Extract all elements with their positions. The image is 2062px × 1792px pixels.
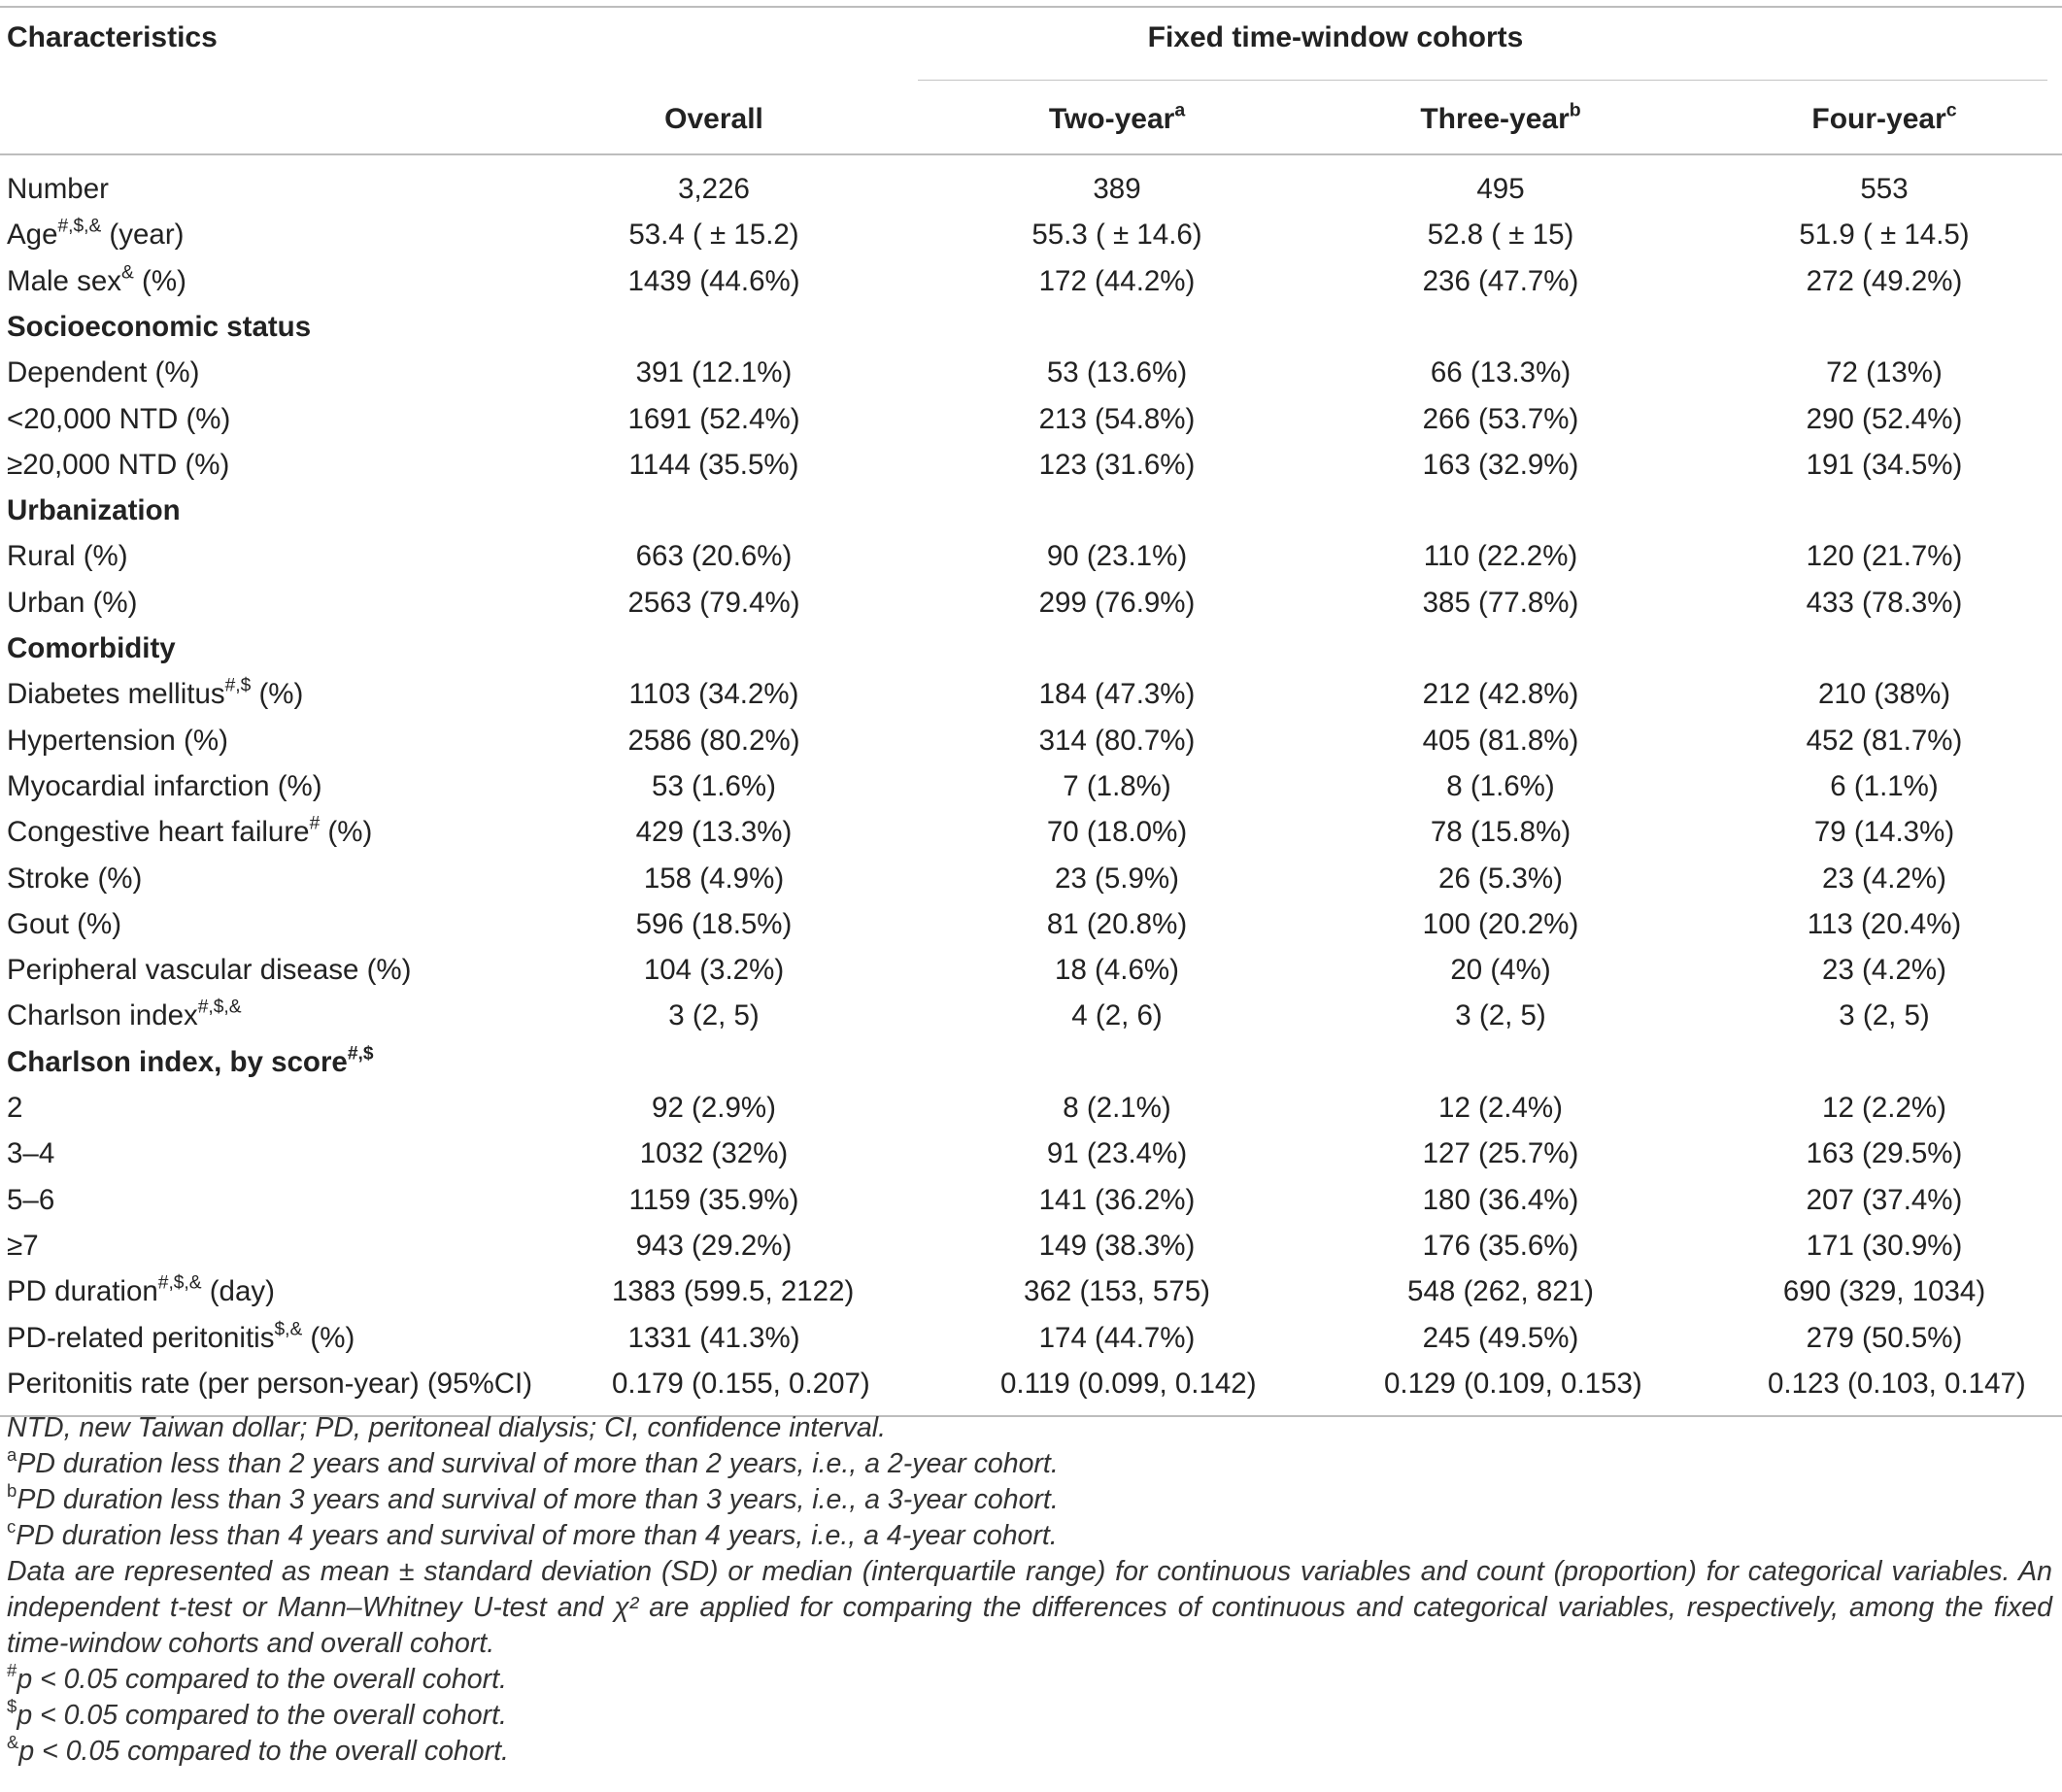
cell-value: 690 (329, 1034): [1782, 1275, 1986, 1308]
cell-value: 1032 (32%): [639, 1137, 789, 1170]
row-label-sup: #,$,&: [197, 997, 242, 1018]
group-underline: [918, 80, 2047, 81]
row-label-text: Congestive heart failure: [7, 816, 310, 849]
table-row: [0, 947, 2062, 993]
row-label: [7, 901, 121, 947]
header-three-year-label: Three-year: [1420, 103, 1570, 135]
table-row: [0, 350, 2062, 395]
cell-value: 495: [1476, 173, 1525, 205]
cell-value: 3 (2, 5): [1839, 999, 1930, 1032]
cell-value: 180 (36.4%): [1422, 1183, 1579, 1216]
cell-value: 113 (20.4%): [1807, 907, 1962, 940]
cell-value: 163 (29.5%): [1806, 1137, 1963, 1170]
footnote: [7, 1443, 2052, 1482]
table-row: [0, 993, 2062, 1038]
row-label-text: Number: [7, 173, 109, 205]
cell-value: 0.129 (0.109, 0.153): [1384, 1367, 1642, 1400]
cell-value: 149 (38.3%): [1038, 1229, 1196, 1262]
row-label-sup: #: [309, 813, 321, 834]
table-row: [0, 809, 2062, 855]
cell-value: 120 (21.7%): [1806, 540, 1963, 573]
cell-value: 3 (2, 5): [1455, 999, 1546, 1032]
row-label-suffix: (%): [320, 816, 373, 849]
row-label-text: ≥20,000 NTD (%): [7, 448, 230, 481]
footnote: [7, 1410, 2052, 1446]
header-bottom-rule: [0, 153, 2062, 155]
cell-value: 548 (262, 821): [1407, 1275, 1594, 1308]
row-label-text: Stroke (%): [7, 862, 143, 895]
cell-value: 553: [1860, 173, 1909, 205]
cell-value: 0.119 (0.099, 0.142): [1000, 1367, 1257, 1400]
cell-value: 20 (4%): [1450, 954, 1551, 987]
row-label: [7, 212, 184, 257]
cell-value: 23 (5.9%): [1055, 862, 1179, 895]
cell-value: 191 (34.5%): [1806, 448, 1963, 481]
cell-value: 3,226: [678, 173, 750, 205]
cell-value: 53 (1.6%): [652, 769, 776, 802]
cell-value: 0.123 (0.103, 0.147): [1768, 1367, 2026, 1400]
row-label-text: Charlson index, by score: [7, 1045, 348, 1078]
row-label-suffix: (%): [302, 1321, 355, 1354]
row-label-sup: $,&: [274, 1319, 303, 1340]
header-two-year: [1000, 99, 1234, 136]
table-row: [0, 166, 2062, 212]
row-label-text: Comorbidity: [7, 632, 176, 664]
cell-value: 90 (23.1%): [1046, 540, 1188, 573]
table-row: [0, 442, 2062, 488]
cell-value: 1159 (35.9%): [628, 1183, 799, 1216]
row-label: [7, 1361, 532, 1406]
cell-value: 12 (2.2%): [1822, 1092, 1946, 1124]
footnote-marker: b: [7, 1479, 17, 1501]
cell-value: 1691 (52.4%): [627, 402, 800, 435]
row-label: [7, 350, 199, 395]
row-label-suffix: (day): [201, 1275, 275, 1308]
row-label-text: Charlson index: [7, 999, 198, 1032]
footnotes: [7, 1410, 2052, 1770]
row-label: [7, 1315, 355, 1361]
cell-value: 23 (4.2%): [1822, 954, 1946, 987]
header-group-title: [1147, 21, 1524, 54]
row-label-text: PD duration: [7, 1275, 158, 1308]
row-label-text: Diabetes mellitus: [7, 678, 225, 711]
cell-value: 72 (13%): [1826, 356, 1943, 389]
footnote: [7, 1695, 2052, 1734]
cell-value: 18 (4.6%): [1055, 954, 1179, 987]
cell-value: 123 (31.6%): [1038, 448, 1196, 481]
table-row: [0, 1177, 2062, 1223]
row-label-text: Socioeconomic status: [7, 310, 312, 343]
cell-value: 53.4 ( ± 15.2): [628, 219, 799, 252]
footnote-marker: #: [7, 1659, 17, 1680]
header-three-year: [1384, 99, 1617, 136]
footnote-marker: &: [7, 1731, 19, 1752]
table-row: [0, 718, 2062, 763]
cell-value: 51.9 ( ± 14.5): [1799, 219, 1970, 252]
table-group-row: [0, 626, 2062, 671]
table-row: [0, 1085, 2062, 1131]
row-label: [7, 1131, 54, 1176]
cell-value: 100 (20.2%): [1422, 907, 1579, 940]
cell-value: 213 (54.8%): [1038, 402, 1196, 435]
row-label: [7, 442, 229, 488]
header-two-year-label: Two-year: [1048, 103, 1175, 135]
row-label-text: Peritonitis rate (per person-year) (95%CI): [7, 1367, 533, 1400]
cell-value: 279 (50.5%): [1806, 1321, 1963, 1354]
cell-value: 158 (4.9%): [643, 862, 785, 895]
footnote-text: p < 0.05 compared to the overall cohort.: [17, 1700, 507, 1731]
cell-value: 141 (36.2%): [1038, 1183, 1196, 1216]
row-label-sup: #,$,&: [157, 1272, 202, 1294]
row-label: [7, 626, 176, 671]
row-label: [7, 763, 322, 809]
cell-value: 405 (81.8%): [1422, 724, 1579, 757]
cell-value: 176 (35.6%): [1422, 1229, 1579, 1262]
cell-value: 389: [1093, 173, 1141, 205]
table-row: [0, 1268, 2062, 1314]
cell-value: 110 (22.2%): [1423, 540, 1578, 573]
cell-value: 92 (2.9%): [652, 1092, 776, 1124]
header-three-year-sup: b: [1569, 99, 1581, 121]
footnote-text: PD duration less than 3 years and survival of more than 3 years, i.e., a 3-year cohort.: [17, 1484, 1059, 1515]
header-overall: Overall: [664, 103, 763, 135]
row-label: [7, 488, 181, 533]
row-label-suffix: (%): [251, 678, 304, 711]
table-row: [0, 1315, 2062, 1361]
table-row: [0, 1131, 2062, 1176]
cell-value: 23 (4.2%): [1822, 862, 1946, 895]
footnote-text: PD duration less than 2 years and survival of more than 2 years, i.e., a 2-year cohort.: [17, 1448, 1059, 1479]
cell-value: 1383 (599.5, 2122): [612, 1275, 855, 1308]
cell-value: 8 (1.6%): [1446, 769, 1555, 802]
row-label: [7, 1039, 373, 1085]
cell-value: 53 (13.6%): [1046, 356, 1188, 389]
table-row: [0, 1361, 2062, 1406]
row-label-text: ≥7: [7, 1229, 39, 1262]
table-row: [0, 258, 2062, 304]
header-group-title-text: Fixed time-window cohorts: [1147, 21, 1524, 53]
table-group-row: [0, 304, 2062, 350]
cell-value: 663 (20.6%): [635, 540, 793, 573]
table-row: [0, 671, 2062, 717]
row-label: [7, 533, 128, 579]
cell-value: 391 (12.1%): [635, 356, 793, 389]
cell-value: 78 (15.8%): [1430, 816, 1572, 849]
header-four-year-sup: c: [1945, 99, 1957, 121]
row-label-text: 2: [7, 1092, 23, 1124]
table-row: [0, 901, 2062, 947]
row-label-text: Hypertension (%): [7, 724, 228, 757]
row-label-text: Age: [7, 219, 58, 252]
footnote-text: p < 0.05 compared to the overall cohort.: [18, 1736, 509, 1767]
cell-value: 210 (38%): [1817, 678, 1951, 711]
table-row: [0, 396, 2062, 442]
row-label-sup: #,$: [347, 1043, 374, 1065]
cell-value: 8 (2.1%): [1063, 1092, 1171, 1124]
cell-value: 26 (5.3%): [1438, 862, 1563, 895]
row-label-sup: #,$: [224, 675, 252, 696]
cell-value: 272 (49.2%): [1806, 264, 1963, 297]
row-label-text: Urbanization: [7, 494, 181, 527]
row-label-text: Myocardial infarction (%): [7, 769, 322, 802]
cell-value: 79 (14.3%): [1813, 816, 1955, 849]
cell-value: 236 (47.7%): [1422, 264, 1579, 297]
footnote-marker: $: [7, 1695, 17, 1716]
cell-value: 163 (32.9%): [1422, 448, 1579, 481]
cell-value: 6 (1.1%): [1830, 769, 1939, 802]
footnote: [7, 1479, 2052, 1518]
cell-value: 55.3 ( ± 14.6): [1031, 219, 1202, 252]
row-label-text: Rural (%): [7, 540, 128, 573]
row-label-text: PD-related peritonitis: [7, 1321, 275, 1354]
footnote-marker: a: [7, 1443, 17, 1465]
cell-value: 174 (44.7%): [1038, 1321, 1196, 1354]
row-label-text: Gout (%): [7, 907, 122, 940]
cell-value: 0.179 (0.155, 0.207): [612, 1367, 870, 1400]
row-label: [7, 258, 186, 304]
cell-value: 429 (13.3%): [635, 816, 793, 849]
cell-value: 433 (78.3%): [1806, 586, 1963, 619]
table-top-rule: [0, 6, 2062, 8]
cell-value: 290 (52.4%): [1806, 402, 1963, 435]
cell-value: 7 (1.8%): [1063, 769, 1171, 802]
footnote: [7, 1659, 2052, 1698]
cell-value: 1439 (44.6%): [627, 264, 800, 297]
header-four-year-label: Four-year: [1811, 103, 1946, 135]
row-label-suffix: (%): [133, 264, 186, 297]
header-characteristics: Characteristics: [7, 21, 218, 53]
footnote-text: NTD, new Taiwan dollar; PD, peritoneal dialysis; CI, confidence interval.: [7, 1412, 887, 1443]
cell-value: 172 (44.2%): [1038, 264, 1196, 297]
table-group-row: [0, 488, 2062, 533]
cell-value: 212 (42.8%): [1422, 678, 1579, 711]
footnote-marker: c: [7, 1515, 17, 1537]
cell-value: 299 (76.9%): [1038, 586, 1196, 619]
cell-value: 596 (18.5%): [635, 907, 793, 940]
row-label-text: 3–4: [7, 1137, 55, 1170]
row-label: [7, 718, 228, 763]
cell-value: 1144 (35.5%): [628, 448, 799, 481]
row-label: [7, 396, 230, 442]
cell-value: 385 (77.8%): [1422, 586, 1579, 619]
row-label: [7, 166, 109, 212]
cell-value: 127 (25.7%): [1422, 1137, 1579, 1170]
cell-value: 171 (30.9%): [1806, 1229, 1963, 1262]
header-two-year-sup: a: [1174, 99, 1186, 121]
cell-value: 104 (3.2%): [643, 954, 785, 987]
cell-value: 4 (2, 6): [1071, 999, 1163, 1032]
cell-value: 184 (47.3%): [1038, 678, 1196, 711]
row-label: [7, 1223, 39, 1268]
cell-value: 943 (29.2%): [635, 1229, 793, 1262]
cell-value: 70 (18.0%): [1046, 816, 1188, 849]
row-label: [7, 671, 303, 717]
row-label-text: Urban (%): [7, 586, 138, 619]
row-label: [7, 993, 242, 1038]
cell-value: 91 (23.4%): [1046, 1137, 1188, 1170]
table-row: [0, 212, 2062, 257]
row-label-suffix: (year): [101, 219, 185, 252]
cell-value: 452 (81.7%): [1806, 724, 1963, 757]
cell-value: 81 (20.8%): [1046, 907, 1188, 940]
row-label: [7, 1177, 54, 1223]
footnote: [7, 1515, 2052, 1554]
table-group-row: [0, 1039, 2062, 1085]
cell-value: 362 (153, 575): [1024, 1275, 1210, 1308]
table-row: [0, 533, 2062, 579]
cell-value: 1103 (34.2%): [628, 678, 799, 711]
cell-value: 2586 (80.2%): [627, 724, 800, 757]
table-row: [0, 1223, 2062, 1268]
table-row: [0, 580, 2062, 626]
row-label-text: Male sex: [7, 264, 122, 297]
row-label-sup: &: [121, 262, 134, 284]
cell-value: 66 (13.3%): [1430, 356, 1572, 389]
cell-value: 207 (37.4%): [1806, 1183, 1963, 1216]
footnote: [7, 1731, 2052, 1770]
cell-value: 3 (2, 5): [668, 999, 760, 1032]
cell-value: 12 (2.4%): [1438, 1092, 1563, 1124]
row-label: [7, 304, 311, 350]
row-label: [7, 1268, 275, 1314]
footnote-text: PD duration less than 4 years and survival of more than 4 years, i.e., a 4-year cohort.: [16, 1520, 1058, 1551]
cell-value: 52.8 ( ± 15): [1427, 219, 1574, 252]
cell-value: 245 (49.5%): [1422, 1321, 1579, 1354]
cell-value: 1331 (41.3%): [627, 1321, 800, 1354]
table-row: [0, 763, 2062, 809]
footnote: [7, 1554, 2052, 1662]
table-row: [0, 856, 2062, 901]
row-label: [7, 947, 411, 993]
header-four-year: [1768, 99, 2001, 136]
cell-value: 2563 (79.4%): [627, 586, 800, 619]
cell-value: 314 (80.7%): [1038, 724, 1196, 757]
footnote-text: Data are represented as mean ± standard deviation (SD) or median (interquartile range) for continuous variables and count (proportion) for categorical variables. An independent t-test or Mann–Whitney U-test and χ² are applied for comparing the differences of continuous and categorical variables, respectively, among the fixed time-window cohorts and overall cohort.: [7, 1556, 2052, 1659]
row-label: [7, 809, 372, 855]
row-label: [7, 580, 137, 626]
row-label-sup: #,$,&: [57, 216, 102, 237]
row-label: [7, 856, 142, 901]
cell-value: 266 (53.7%): [1422, 402, 1579, 435]
row-label-text: 5–6: [7, 1183, 55, 1216]
footnote-text: p < 0.05 compared to the overall cohort.: [17, 1664, 507, 1695]
row-label-text: Dependent (%): [7, 356, 200, 389]
row-label: [7, 1085, 22, 1131]
row-label-text: <20,000 NTD (%): [7, 402, 231, 435]
row-label-text: Peripheral vascular disease (%): [7, 954, 412, 987]
